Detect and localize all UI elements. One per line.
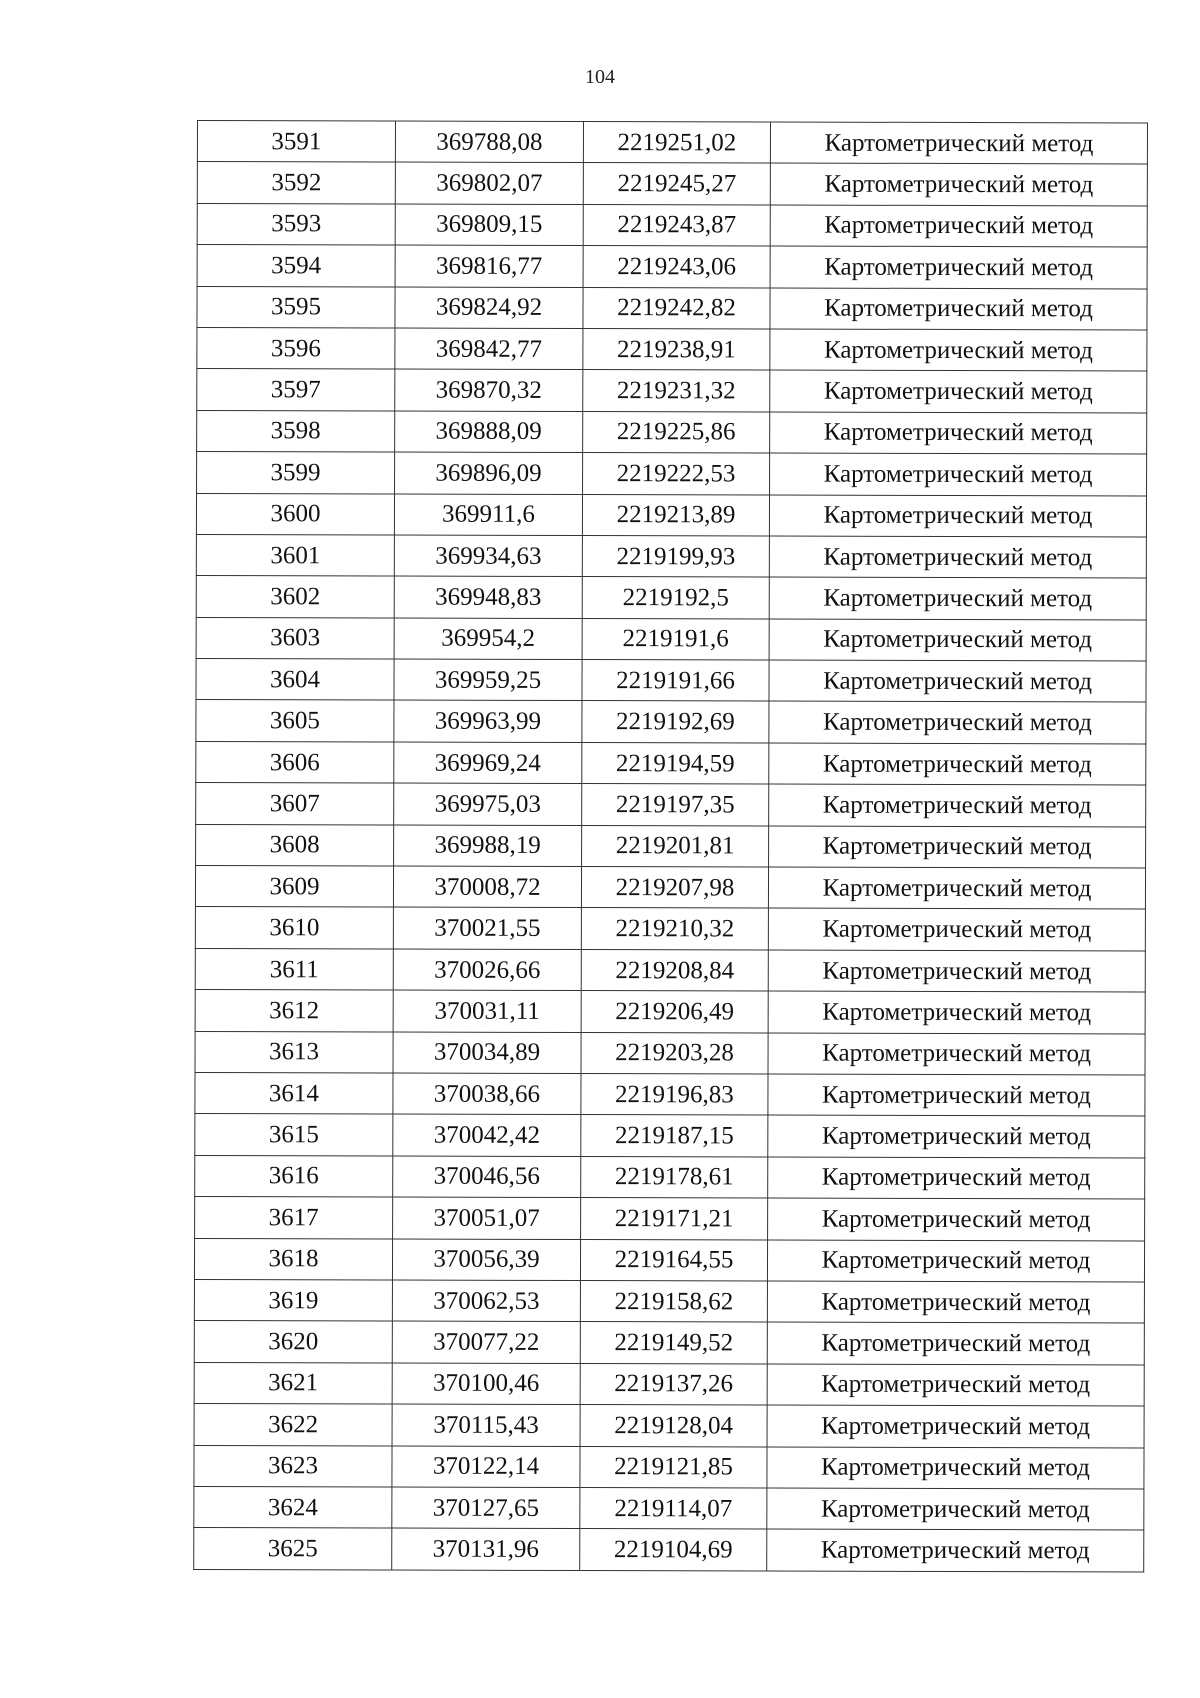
method-cell: Картометрический метод [769,536,1146,578]
x-coordinate-cell: 370077,22 [392,1321,580,1363]
x-coordinate-cell: 370038,66 [393,1073,581,1115]
method-cell: Картометрический метод [767,1446,1144,1488]
x-coordinate-cell: 370042,42 [393,1114,581,1156]
x-coordinate-cell: 369816,77 [395,245,583,287]
table-row [195,1155,1145,1199]
method-cell: Картометрический метод [769,701,1146,743]
point-number-cell: 3602 [196,576,394,618]
method-cell: Картометрический метод [768,950,1145,992]
method-cell: Картометрический метод [770,329,1147,371]
x-coordinate-cell: 369969,24 [394,742,582,784]
y-coordinate-cell: 2219187,15 [581,1115,768,1157]
table-row [194,1445,1144,1489]
table-row [194,1404,1144,1448]
point-number-cell: 3625 [194,1528,392,1570]
table-row [197,162,1147,206]
y-coordinate-cell: 2219225,86 [583,411,770,453]
x-coordinate-cell: 370115,43 [392,1404,580,1446]
method-cell: Картометрический метод [769,619,1146,661]
method-cell: Картометрический метод [770,122,1147,164]
y-coordinate-cell: 2219251,02 [583,122,770,164]
point-number-cell: 3591 [197,121,395,163]
x-coordinate-cell: 369788,08 [395,121,583,163]
y-coordinate-cell: 2219121,85 [580,1446,767,1488]
point-number-cell: 3614 [195,1072,393,1114]
x-coordinate-cell: 370046,56 [393,1156,581,1198]
method-cell: Картометрический метод [767,1322,1144,1364]
y-coordinate-cell: 2219203,28 [581,1032,768,1074]
method-cell: Картометрический метод [767,1488,1144,1530]
x-coordinate-cell: 369934,63 [394,535,582,577]
table-row [195,1114,1145,1158]
x-coordinate-cell: 369842,77 [395,328,583,370]
point-number-cell: 3618 [194,1238,392,1280]
y-coordinate-cell: 2219114,07 [580,1487,767,1529]
y-coordinate-cell: 2219199,93 [582,535,769,577]
method-cell: Картометрический метод [770,453,1147,495]
x-coordinate-cell: 369975,03 [394,783,582,825]
y-coordinate-cell: 2219191,6 [582,618,769,660]
point-number-cell: 3611 [195,948,393,990]
point-number-cell: 3615 [195,1114,393,1156]
method-cell: Картометрический метод [770,370,1147,412]
point-number-cell: 3609 [195,866,393,908]
point-number-cell: 3598 [197,410,395,452]
table-row [195,866,1145,910]
method-cell: Картометрический метод [770,205,1147,247]
x-coordinate-cell: 369896,09 [395,452,583,494]
y-coordinate-cell: 2219231,32 [583,370,770,412]
point-number-cell: 3592 [197,162,395,204]
method-cell: Картометрический метод [768,1115,1145,1157]
method-cell: Картометрический метод [769,826,1146,868]
x-coordinate-cell: 370021,55 [393,907,581,949]
method-cell: Картометрический метод [768,908,1145,950]
table-row [196,493,1146,537]
point-number-cell: 3594 [197,245,395,287]
y-coordinate-cell: 2219243,06 [583,246,770,288]
point-number-cell: 3600 [196,493,394,535]
table-row [197,203,1147,247]
x-coordinate-cell: 370056,39 [392,1239,580,1281]
point-number-cell: 3603 [196,617,394,659]
y-coordinate-cell: 2219208,84 [581,949,768,991]
point-number-cell: 3595 [197,286,395,328]
point-number-cell: 3607 [196,783,394,825]
y-coordinate-cell: 2219178,61 [581,1156,768,1198]
point-number-cell: 3624 [194,1486,392,1528]
point-number-cell: 3606 [196,741,394,783]
point-number-cell: 3593 [197,203,395,245]
point-number-cell: 3617 [195,1197,393,1239]
table-row [196,783,1146,827]
x-coordinate-cell: 369888,09 [395,411,583,453]
method-cell: Картометрический метод [767,1281,1144,1323]
y-coordinate-cell: 2219192,5 [582,577,769,619]
x-coordinate-cell: 369963,99 [394,700,582,742]
method-cell: Картометрический метод [768,1074,1145,1116]
method-cell: Картометрический метод [768,867,1145,909]
y-coordinate-cell: 2219197,35 [582,784,769,826]
y-coordinate-cell: 2219245,27 [583,163,770,205]
y-coordinate-cell: 2219104,69 [580,1529,767,1571]
table-row [195,1031,1145,1075]
y-coordinate-cell: 2219137,26 [580,1363,767,1405]
coordinates-table [193,120,1148,1572]
x-coordinate-cell: 370034,89 [393,1032,581,1074]
method-cell: Картометрический метод [768,1198,1145,1240]
table-row [194,1362,1144,1406]
method-cell: Картометрический метод [769,660,1146,702]
x-coordinate-cell: 370131,96 [392,1528,580,1570]
y-coordinate-cell: 2219191,66 [582,660,769,702]
table-body [194,121,1148,1572]
y-coordinate-cell: 2219194,59 [582,742,769,784]
method-cell: Картометрический метод [767,1405,1144,1447]
table-row [197,369,1147,413]
x-coordinate-cell: 370026,66 [393,949,581,991]
table-row [196,576,1146,620]
table-row [195,907,1145,951]
method-cell: Картометрический метод [767,1240,1144,1282]
y-coordinate-cell: 2219164,55 [580,1239,767,1281]
method-cell: Картометрический метод [768,1157,1145,1199]
method-cell: Картометрический метод [770,412,1147,454]
table-row [196,659,1146,703]
y-coordinate-cell: 2219238,91 [583,328,770,370]
y-coordinate-cell: 2219192,69 [582,701,769,743]
table-row [194,1528,1144,1572]
x-coordinate-cell: 370122,14 [392,1446,580,1488]
point-number-cell: 3608 [196,824,394,866]
method-cell: Картометрический метод [768,991,1145,1033]
x-coordinate-cell: 369802,07 [395,162,583,204]
y-coordinate-cell: 2219158,62 [580,1280,767,1322]
point-number-cell: 3612 [195,990,393,1032]
point-number-cell: 3605 [196,700,394,742]
point-number-cell: 3604 [196,659,394,701]
y-coordinate-cell: 2219149,52 [580,1322,767,1364]
x-coordinate-cell: 370062,53 [392,1280,580,1322]
y-coordinate-cell: 2219210,32 [581,908,768,950]
table-row [197,286,1147,330]
method-cell: Картометрический метод [769,577,1146,619]
x-coordinate-cell: 370100,46 [392,1363,580,1405]
y-coordinate-cell: 2219213,89 [582,494,769,536]
page-number: 104 [585,66,615,88]
method-cell: Картометрический метод [768,1033,1145,1075]
x-coordinate-cell: 369988,19 [394,825,582,867]
y-coordinate-cell: 2219196,83 [581,1073,768,1115]
table-row [197,410,1147,454]
method-cell: Картометрический метод [767,1364,1144,1406]
table-row [197,245,1147,289]
x-coordinate-cell: 369948,83 [394,576,582,618]
point-number-cell: 3596 [197,327,395,369]
table-row [194,1321,1144,1365]
point-number-cell: 3616 [195,1155,393,1197]
point-number-cell: 3619 [194,1279,392,1321]
point-number-cell: 3599 [197,452,395,494]
x-coordinate-cell: 370051,07 [393,1197,581,1239]
point-number-cell: 3622 [194,1404,392,1446]
x-coordinate-cell: 369959,25 [394,659,582,701]
y-coordinate-cell: 2219201,81 [582,825,769,867]
point-number-cell: 3613 [195,1031,393,1073]
point-number-cell: 3621 [194,1362,392,1404]
method-cell: Картометрический метод [770,288,1147,330]
x-coordinate-cell: 369954,2 [394,618,582,660]
point-number-cell: 3610 [195,907,393,949]
table-row [196,741,1146,785]
method-cell: Картометрический метод [769,743,1146,785]
table-row [197,121,1147,165]
y-coordinate-cell: 2219222,53 [583,453,770,495]
method-cell: Картометрический метод [767,1529,1144,1571]
point-number-cell: 3597 [197,369,395,411]
table-row [195,1197,1145,1241]
y-coordinate-cell: 2219243,87 [583,204,770,246]
x-coordinate-cell: 369809,15 [395,204,583,246]
table-row [194,1486,1144,1530]
method-cell: Картометрический метод [769,784,1146,826]
point-number-cell: 3623 [194,1445,392,1487]
y-coordinate-cell: 2219206,49 [581,991,768,1033]
method-cell: Картометрический метод [770,163,1147,205]
y-coordinate-cell: 2219207,98 [581,867,768,909]
y-coordinate-cell: 2219171,21 [581,1198,768,1240]
table-row [196,700,1146,744]
x-coordinate-cell: 370031,11 [393,990,581,1032]
table-row [197,452,1147,496]
table-row [197,327,1147,371]
method-cell: Картометрический метод [770,246,1147,288]
point-number-cell: 3620 [194,1321,392,1363]
table-row [195,948,1145,992]
table-row [195,1072,1145,1116]
x-coordinate-cell: 369870,32 [395,369,583,411]
x-coordinate-cell: 369824,92 [395,287,583,329]
table-row [194,1279,1144,1323]
table-row [194,1238,1144,1282]
table-row [196,824,1146,868]
table-row [196,617,1146,661]
x-coordinate-cell: 370008,72 [393,866,581,908]
x-coordinate-cell: 370127,65 [392,1487,580,1529]
table-row [195,990,1145,1034]
method-cell: Картометрический метод [769,495,1146,537]
x-coordinate-cell: 369911,6 [394,494,582,536]
y-coordinate-cell: 2219242,82 [583,287,770,329]
point-number-cell: 3601 [196,534,394,576]
table-row [196,534,1146,578]
y-coordinate-cell: 2219128,04 [580,1405,767,1447]
